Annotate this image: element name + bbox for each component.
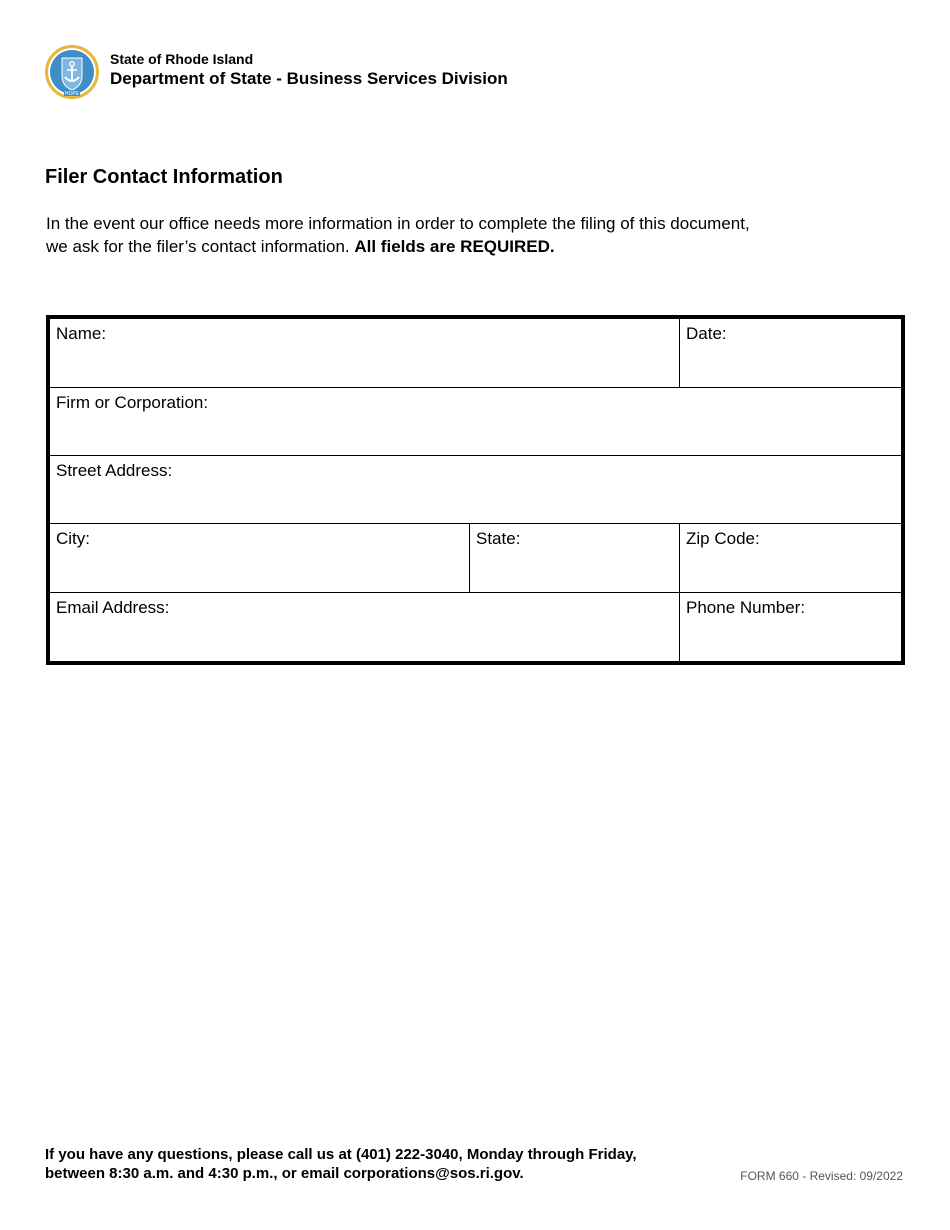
phone-label: Phone Number: xyxy=(686,598,806,617)
firm-label: Firm or Corporation: xyxy=(56,393,209,412)
street-label: Street Address: xyxy=(56,461,173,480)
phone-number-field[interactable] xyxy=(679,593,901,662)
zip-label: Zip Code: xyxy=(686,529,760,548)
name-field[interactable] xyxy=(50,319,679,387)
seal-motto: HOPE xyxy=(64,91,80,97)
department-name: Department of State - Business Services Division xyxy=(110,68,508,88)
date-field[interactable] xyxy=(679,319,901,387)
city-field[interactable] xyxy=(50,524,469,593)
form-row-firm xyxy=(50,387,901,456)
street-address-field[interactable] xyxy=(50,456,901,524)
intro-text: In the event our office needs more information in order to complete the filing of this document, we ask for the filer’s contact information. xyxy=(46,214,750,256)
email-label: Email Address: xyxy=(56,598,170,617)
form-revision-id: FORM 660 - Revised: 09/2022 xyxy=(740,1169,903,1183)
form-row-name xyxy=(50,319,901,387)
state-field[interactable] xyxy=(469,524,679,593)
form-row-email xyxy=(50,592,901,662)
name-label: Name: xyxy=(56,324,107,343)
email-address-field[interactable] xyxy=(50,593,679,662)
form-row-street xyxy=(50,455,901,524)
state-seal-icon xyxy=(44,44,100,100)
date-label: Date: xyxy=(686,324,727,343)
header xyxy=(44,44,508,100)
zip-code-field[interactable] xyxy=(679,524,901,593)
required-note: All fields are REQUIRED. xyxy=(354,237,555,256)
contact-form-table xyxy=(46,315,905,665)
section-title: Filer Contact Information xyxy=(45,166,283,188)
intro-paragraph xyxy=(46,212,766,258)
city-label: City: xyxy=(56,529,90,548)
firm-field[interactable] xyxy=(50,388,901,456)
footer-contact-note: If you have any questions, please call us at (401) 222-3040, Monday through Friday, between 8:30 a.m. and 4:30 p.m., or email corporations@sos.ri.gov. xyxy=(45,1146,637,1182)
state-name: State of Rhode Island xyxy=(110,50,254,67)
state-label: State: xyxy=(476,529,521,548)
form-row-city xyxy=(50,523,901,593)
